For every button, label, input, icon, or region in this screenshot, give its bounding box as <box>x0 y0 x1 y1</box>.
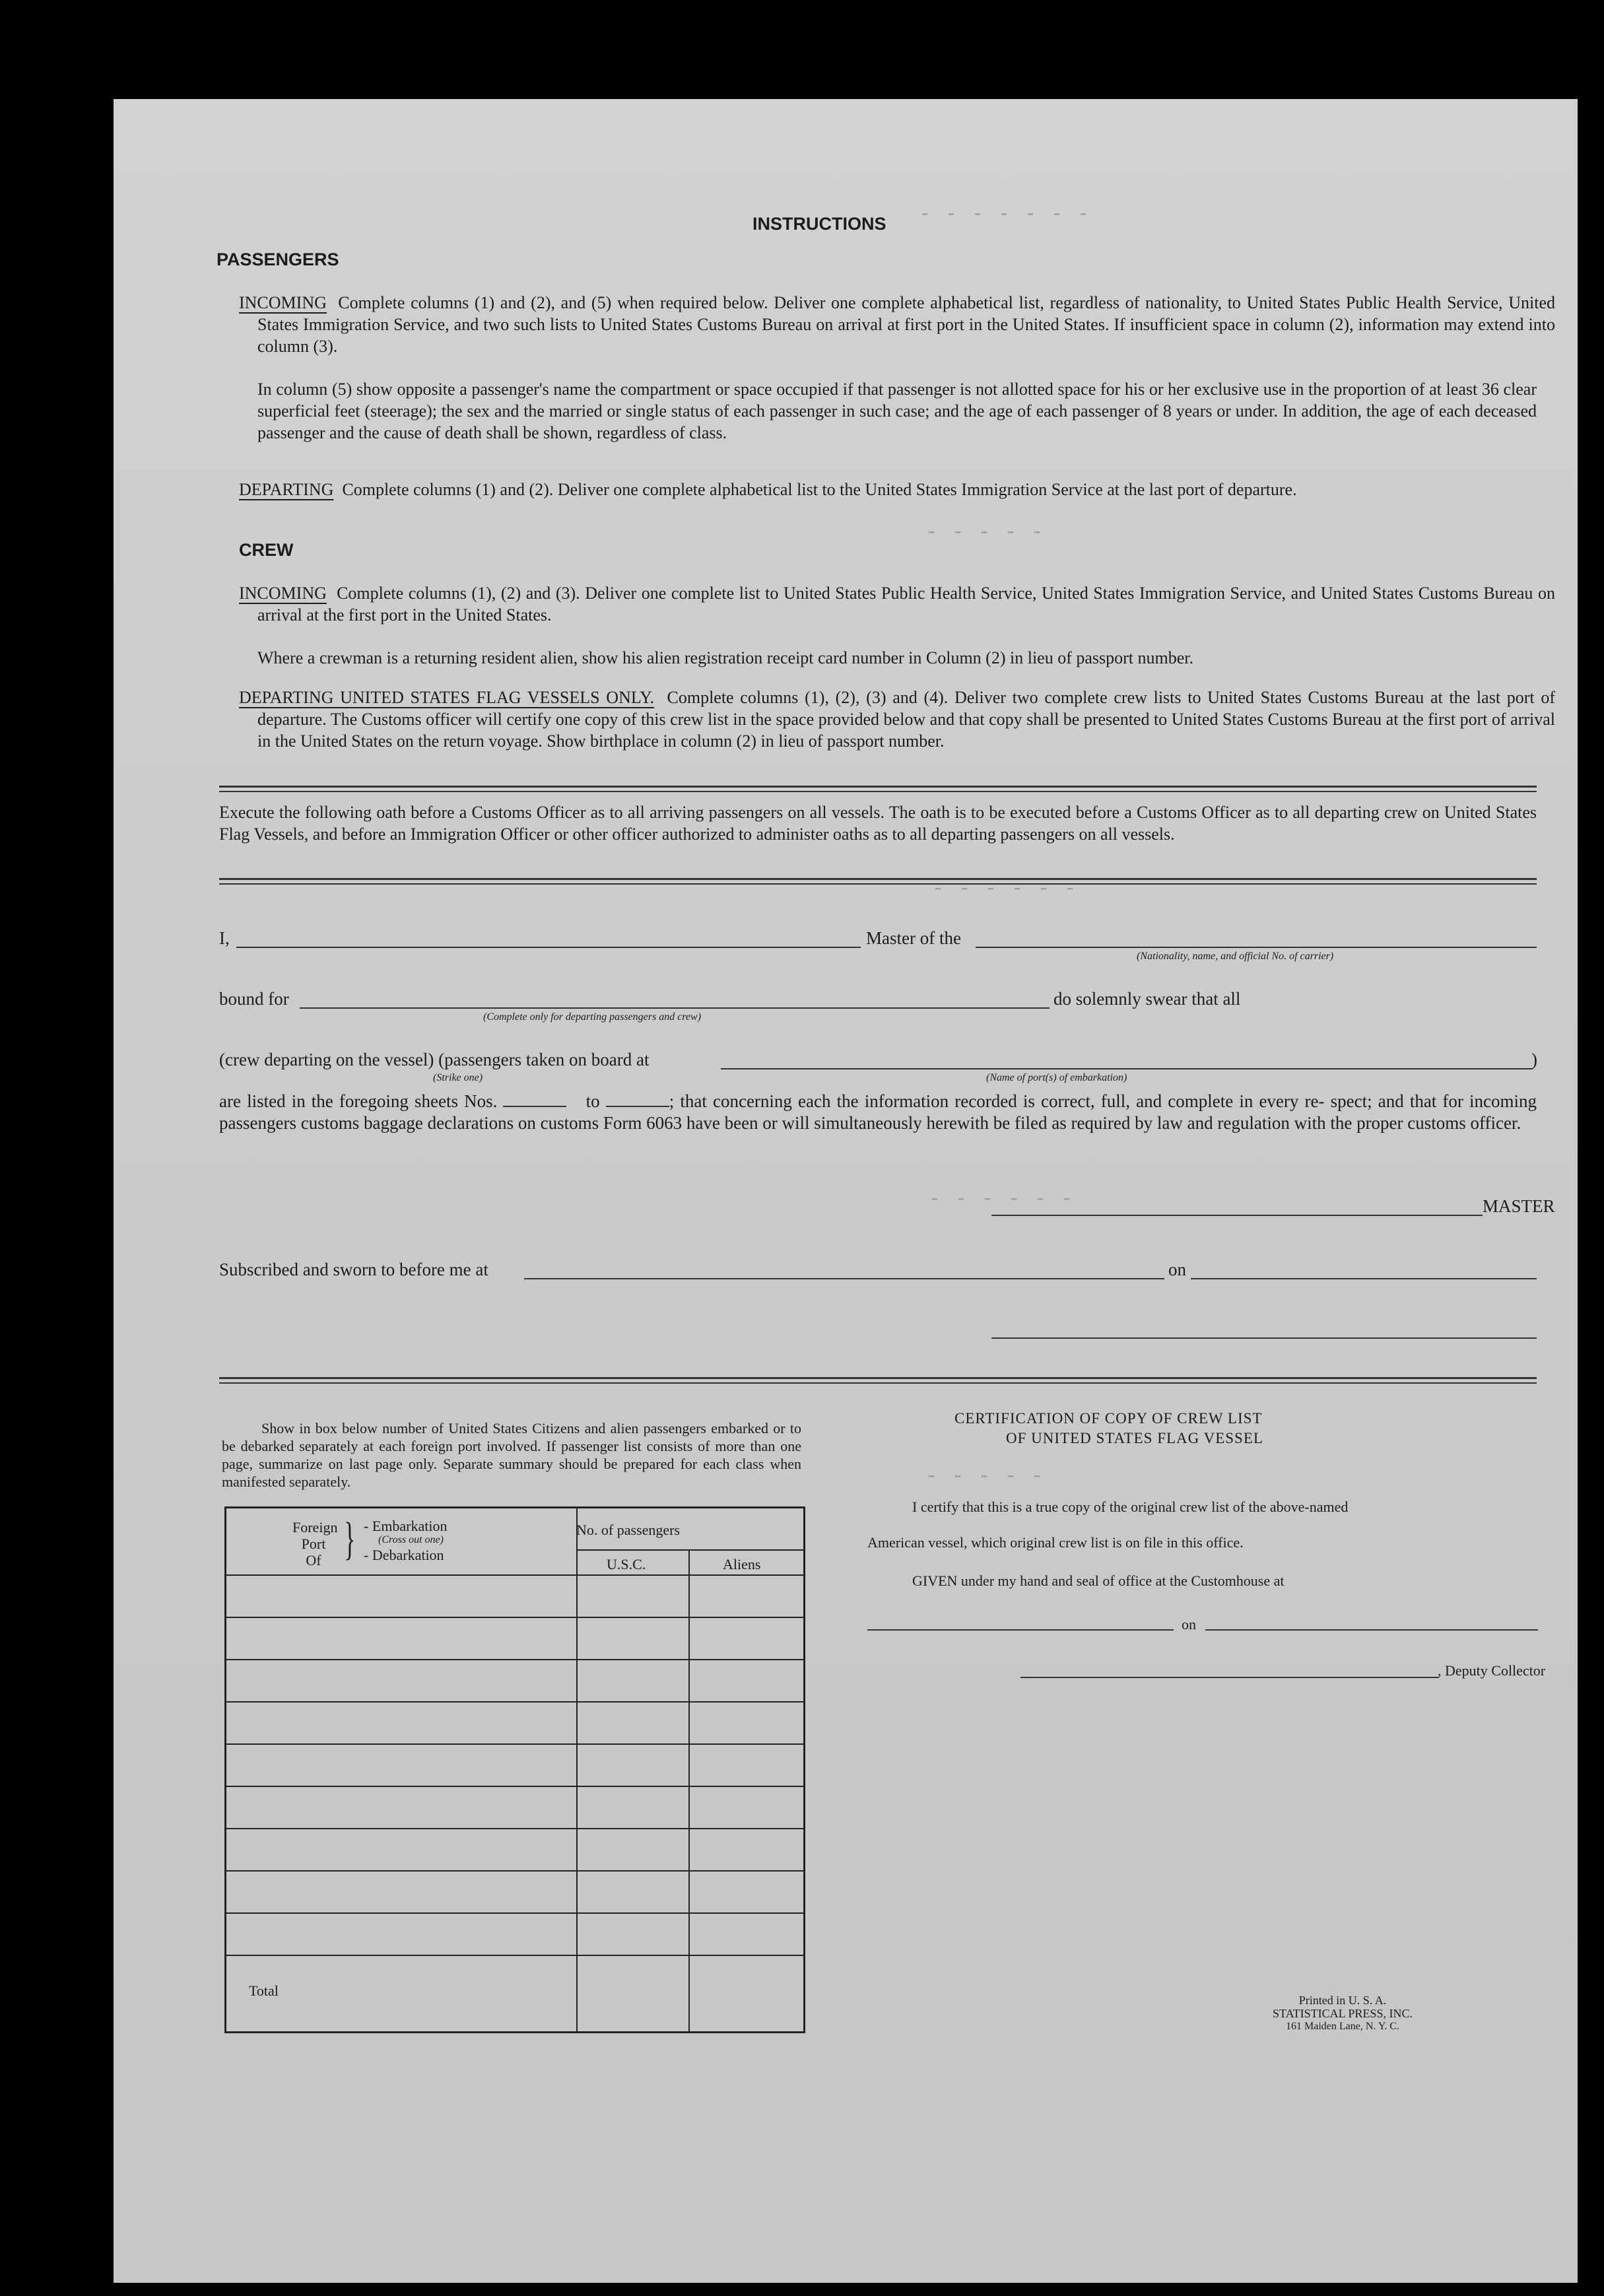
oath-text-b: ; that concerning each the information recorded is correct, full, and complete in every re- <box>669 1091 1325 1111</box>
divider-rule <box>219 883 1537 885</box>
aliens-column-header: Aliens <box>723 1556 761 1572</box>
table-row-line <box>226 1617 803 1618</box>
strike-caption: (Strike one) <box>433 1072 483 1083</box>
table-row-line <box>226 1743 803 1745</box>
table-row-line <box>226 1659 803 1660</box>
crew-departing-text: Complete columns (1), (2), (3) and (4). Deliver two complete crew lists to United States Customs Bureau at the last port of departure. The Customs officer will certify one copy of this crew list in the space provided below and that copy shall be presented to United States Customs Bureau at the first port of arrival in the United States on the return voyage. Show birthplace in column (2) in lieu of passport number. <box>257 688 1556 751</box>
crew-incoming-text: Complete columns (1), (2) and (3). Deliver one complete list to United States Public Health Service, United States Immigration Service, and United States Customs Bureau on arrival at the first port in the United States. <box>257 584 1555 625</box>
bleed-through-mark: - - - - - <box>925 1466 1045 1488</box>
certification-title-1: CERTIFICATION OF COPY OF CREW LIST <box>954 1410 1263 1427</box>
crew-departing-label: DEPARTING UNITED STATES FLAG VESSELS ONLY. <box>239 688 655 707</box>
bound-for-caption: (Complete only for departing passengers and crew) <box>483 1011 702 1023</box>
table-row-line <box>226 1870 803 1872</box>
certification-title-2: OF UNITED STATES FLAG VESSEL <box>1006 1430 1263 1446</box>
crew-incoming-label: INCOMING <box>239 584 327 603</box>
divider-rule <box>219 786 1537 788</box>
cross-out-label: (Cross out one) <box>378 1534 444 1545</box>
embarkation-label: - Embarkation <box>364 1518 448 1534</box>
sworn-on-label: on <box>1168 1260 1186 1279</box>
bleed-through-mark: - - - - - - <box>929 1188 1075 1211</box>
no-of-passengers-header: No. of passengers <box>576 1522 681 1538</box>
brace-icon: } <box>344 1514 356 1565</box>
passengers-incoming-text: Complete columns (1) and (2), and (5) when required below. Deliver one complete alphabetical list, regardless of nationality, to United States Public Health Service, United States Immigration Service, and two such lists to United States Customs Bureau on arrival at first port in the United States. If insufficient space in column (2), information may extend into column (3). <box>257 293 1555 356</box>
crew-incoming <box>239 582 1555 626</box>
column-divider <box>688 1549 690 2031</box>
divider-rule <box>219 1382 1537 1384</box>
sworn-date-field[interactable] <box>1191 1278 1537 1279</box>
crew-departing-text-line: (crew departing on the vessel) (passengers taken on board at <box>219 1050 650 1069</box>
total-label: Total <box>249 1982 279 1999</box>
column-divider <box>576 1508 578 2031</box>
embarkation-caption: (Name of port(s) of embarkation) <box>986 1072 1127 1083</box>
certification-text-1: I certify that this is a true copy of the original crew list of the above-named <box>912 1499 1349 1515</box>
sworn-at-field[interactable] <box>524 1278 1164 1279</box>
foreign-label: Foreign <box>292 1519 338 1536</box>
bleed-through-mark: - - - - - <box>925 522 1045 544</box>
passengers-departing-text: Complete columns (1) and (2). Deliver one complete alphabetical list to the United States Immigration Service at the last port of departure. <box>342 480 1297 499</box>
table-row-line <box>226 1955 803 1956</box>
crew-heading: CREW <box>239 540 294 560</box>
bound-for-label: bound for <box>219 989 289 1009</box>
master-name-field[interactable] <box>236 947 861 948</box>
printer-line-2: STATISTICAL PRESS, INC. <box>1273 2007 1413 2020</box>
sheets-from-field[interactable] <box>503 1093 566 1107</box>
subscribed-label: Subscribed and sworn to before me at <box>219 1260 488 1279</box>
summary-instructions: Show in box below number of United States Citizens and alien passengers embarked or to be debarked separately at each foreign port involved. If passenger list consists of more than one page, summarize on last page only. Separate summary should be prepared for each class when manifested separately. <box>222 1420 801 1490</box>
divider-rule <box>219 791 1537 792</box>
printer-imprint <box>1244 1994 1442 2033</box>
passengers-column5-text: In column (5) show opposite a passenger's name the compartment or space occupied if that passenger is not allotted space for his or her exclusive use in the proportion of at least 36 clear superficial feet (steerage); the sex and the married or single status of each passenger in such case; and the age of each passenger of 8 years or under. In addition, the age of each deceased passenger and the cause of death shall be shown, regardless of class. <box>257 380 1537 442</box>
divider-rule <box>219 878 1537 880</box>
divider-rule <box>219 1377 1537 1379</box>
passengers-incoming-label: INCOMING <box>239 293 327 312</box>
deputy-signature-field[interactable] <box>1020 1677 1439 1678</box>
passenger-summary-table <box>224 1506 805 2033</box>
customhouse-field[interactable] <box>867 1629 1174 1631</box>
bleed-through-mark: - - - - - - - <box>919 203 1091 226</box>
usc-column-header: U.S.C. <box>607 1556 646 1572</box>
table-row-line <box>226 1701 803 1703</box>
header-bottom <box>226 1574 803 1576</box>
master-label: MASTER <box>1483 1196 1555 1216</box>
table-row-line <box>226 1828 803 1829</box>
port-label: Port <box>301 1536 326 1552</box>
certification-on-label: on <box>1182 1616 1196 1633</box>
crew-resident-text: Where a crewman is a returning resident alien, show his alien registration receipt card number in Column (2) in lieu of passport number. <box>257 648 1194 667</box>
passengers-incoming <box>239 292 1555 357</box>
form-page <box>114 99 1578 2283</box>
carrier-field[interactable] <box>976 947 1537 948</box>
deputy-collector-label: , Deputy Collector <box>1438 1662 1546 1679</box>
certification-date-field[interactable] <box>1205 1629 1538 1631</box>
passengers-heading: PASSENGERS <box>217 250 339 269</box>
of-label: Of <box>306 1552 321 1569</box>
page-title: INSTRUCTIONS <box>752 214 886 234</box>
printer-line-3: 161 Maiden Lane, N. Y. C. <box>1286 2021 1399 2032</box>
bound-for-field[interactable] <box>300 1007 1050 1009</box>
table-row-line <box>226 1786 803 1787</box>
master-of-label: Master of the <box>866 928 961 948</box>
passengers-departing <box>239 479 1555 500</box>
crew-departing <box>239 687 1555 752</box>
foreign-port-header <box>292 1519 338 1569</box>
oath-i-label: I, <box>219 928 230 948</box>
embarkation-ports-field[interactable] <box>721 1068 1533 1069</box>
oath-intro: Execute the following oath before a Customs Officer as to all arriving passengers on all vessels. The oath is to be executed before a Customs Officer as to all departing crew on United States Flag Vessels, and before an Immigration Officer or other officer authorized to administer oaths as to all departing passengers on all vessels. <box>219 803 1537 844</box>
printer-line-1: Printed in U. S. A. <box>1298 1994 1387 2007</box>
passengers-departing-label: DEPARTING <box>239 480 334 499</box>
swear-text: do solemnly swear that all <box>1053 989 1241 1009</box>
oath-statement <box>219 1091 1537 1134</box>
officer-signature-field[interactable] <box>991 1337 1537 1339</box>
master-signature-field[interactable] <box>991 1215 1483 1216</box>
table-row-line <box>226 1912 803 1914</box>
header-divider <box>576 1549 803 1551</box>
certification-text-2: American vessel, which original crew list is on file in this office. <box>867 1534 1244 1551</box>
debarkation-label: - Debarkation <box>364 1547 444 1563</box>
close-paren: ) <box>1531 1050 1537 1069</box>
bleed-through-mark: - - - - - - <box>932 878 1078 900</box>
sheets-to-label: to <box>585 1091 600 1111</box>
certification-given: GIVEN under my hand and seal of office at the Customhouse at <box>912 1572 1285 1589</box>
sheets-to-field[interactable] <box>606 1093 669 1107</box>
sheets-label: are listed in the foregoing sheets Nos. <box>219 1091 498 1111</box>
oath-text-c: spect; and that for incoming passengers customs baggage declarations on customs Form 6063 have been or will simultaneously herewith be filed as required by law and regulation with the proper customs officer. <box>219 1091 1537 1133</box>
carrier-caption: (Nationality, name, and official No. of carrier) <box>1137 951 1334 962</box>
